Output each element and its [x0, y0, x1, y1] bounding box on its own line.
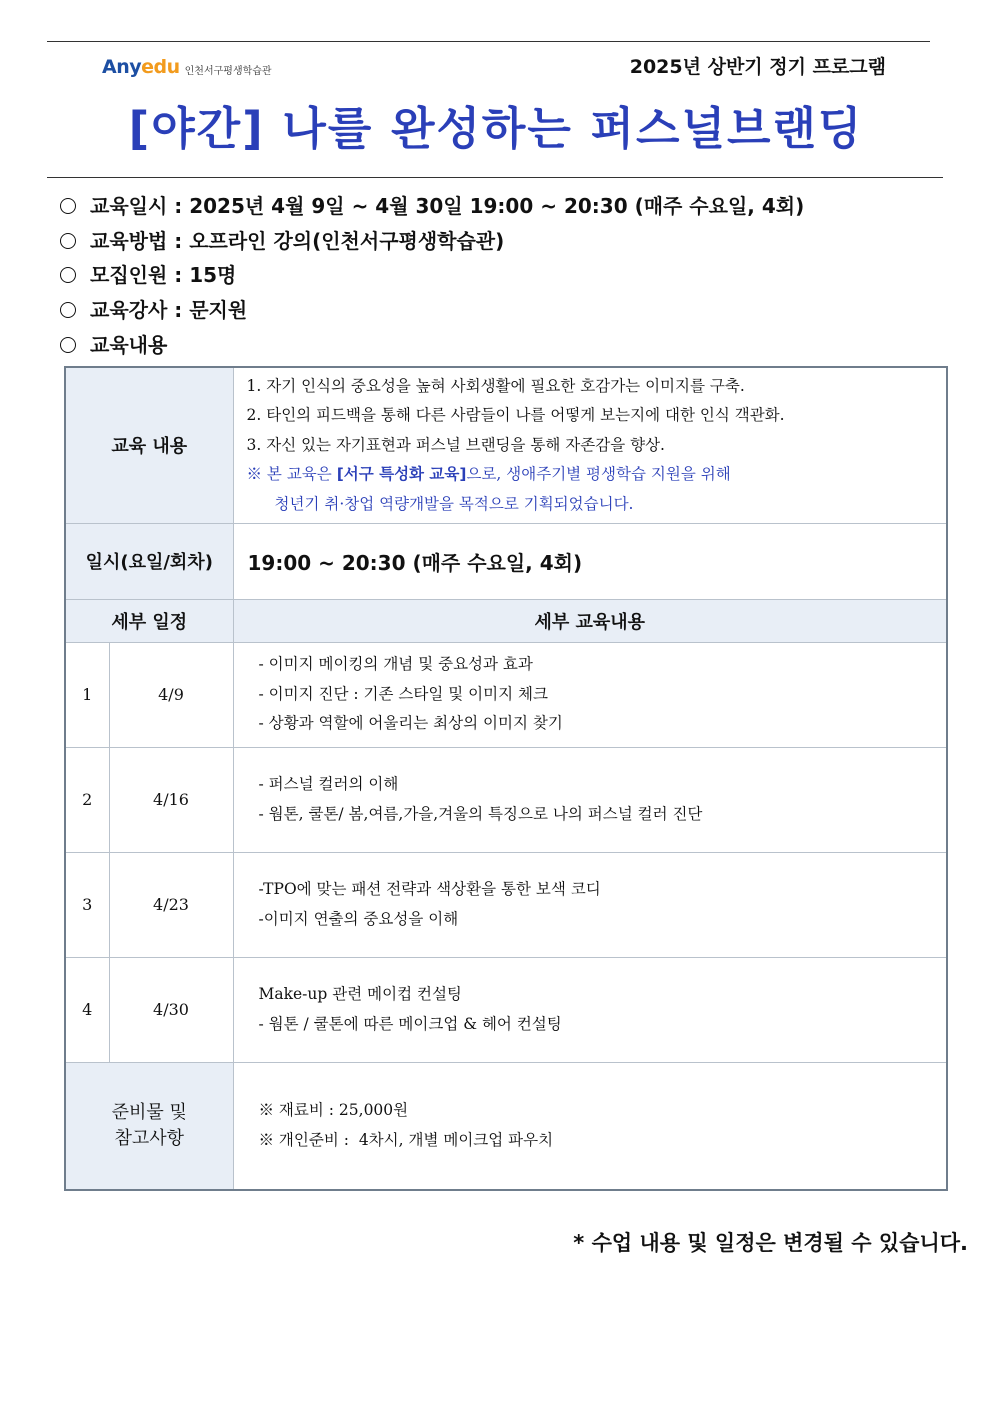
schedule-header-row — [65, 599, 947, 642]
session-date: 4/30 — [109, 957, 233, 1062]
detail-line: -이미지 연출의 중요성을 이해 — [258, 909, 459, 928]
top-rule — [47, 41, 930, 42]
session-number: 3 — [65, 852, 109, 957]
prep-row — [65, 1062, 947, 1190]
circle-icon — [60, 233, 76, 249]
session-row — [65, 642, 947, 747]
anyedu-logo — [102, 47, 272, 87]
detail-line: - 웜톤, 쿨톤/ 봄,여름,가을,겨울의 특징으로 나의 퍼스널 컬러 진단 — [258, 804, 703, 823]
content-row — [65, 367, 947, 523]
detail-line: - 퍼스널 컬러의 이해 — [258, 775, 399, 793]
session-date: 4/9 — [109, 642, 233, 747]
session-number: 4 — [65, 957, 109, 1062]
detail-line: - 이미지 메이킹의 개념 및 중요성과 효과 — [258, 655, 533, 674]
session-row — [65, 957, 947, 1062]
content-line: 2. 타인의 피드백을 통해 다른 사람들이 나를 어떻게 보는지에 대한 인식 객관화. — [246, 406, 785, 424]
circle-icon — [60, 267, 76, 283]
special-note-line2: 청년기 취·창업 역량개발을 목적으로 기획되었습니다. — [274, 494, 634, 513]
circle-icon — [60, 337, 76, 353]
detail-line: - 웜톤 / 쿨톤에 따른 메이크업 & 헤어 컨설팅 — [258, 1014, 562, 1033]
schedule-header: 세부 일정 — [65, 599, 233, 642]
info-date: 교육일시 : 2025년 4월 9일 ~ 4월 30일 19:00 ~ 20:30 (매주 수요일, 4회) — [60, 190, 804, 219]
info-instructor: 교육강사 : 문지원 — [60, 294, 247, 323]
circle-icon — [60, 198, 76, 214]
footer-note: * 수업 내용 및 일정은 변경될 수 있습니다. — [573, 1231, 968, 1255]
logo-sub: 인천서구평생학습관 — [184, 65, 272, 77]
prep-header-line2: 참고사항 — [114, 1127, 185, 1149]
prep-line: ※ 재료비 : 25,000원 — [258, 1101, 409, 1120]
detail-line: Make-up 관련 메이컵 컨설팅 — [258, 985, 462, 1003]
session-date: 4/16 — [109, 747, 233, 852]
detail-line: -TPO에 맞는 패션 전략과 색상환을 통한 보색 코디 — [258, 880, 601, 898]
session-row — [65, 852, 947, 957]
course-table — [64, 366, 948, 1191]
program-label: 2025년 상반기 정기 프로그램 — [629, 56, 886, 78]
time-row — [65, 523, 947, 599]
detail-line: - 이미지 진단 : 기존 스타일 및 이미지 체크 — [258, 684, 548, 703]
prep-header-line1: 준비물 및 — [111, 1101, 187, 1123]
session-row — [65, 747, 947, 852]
session-detail — [233, 642, 947, 747]
special-note: ※ 본 교육은 [서구 특성화 교육]으로, 생애주기별 평생학습 지원을 위해 — [246, 465, 731, 483]
content-header: 교육 내용 — [65, 367, 233, 523]
session-number: 1 — [65, 642, 109, 747]
content-cell — [233, 367, 947, 523]
title-rule — [47, 177, 943, 178]
session-detail — [233, 957, 947, 1062]
session-number: 2 — [65, 747, 109, 852]
session-detail — [233, 852, 947, 957]
prep-header — [65, 1062, 233, 1190]
session-detail — [233, 747, 947, 852]
info-method: 교육방법 : 오프라인 강의(인천서구평생학습관) — [60, 225, 504, 254]
logo-mark: Anyedu — [102, 56, 180, 78]
page-title: [야간] 나를 완성하는 퍼스널브랜딩 — [128, 102, 864, 155]
prep-detail — [233, 1062, 947, 1190]
circle-icon — [60, 302, 76, 318]
content-line: 3. 자신 있는 자기표현과 퍼스널 브랜딩을 통해 자존감을 향상. — [246, 435, 665, 454]
session-date: 4/23 — [109, 852, 233, 957]
time-value: 19:00 ~ 20:30 (매주 수요일, 4회) — [233, 523, 947, 599]
info-content: 교육내용 — [60, 329, 167, 358]
prep-line: ※ 개인준비 : 4차시, 개별 메이크업 파우치 — [258, 1130, 554, 1149]
info-capacity: 모집인원 : 15명 — [60, 259, 236, 288]
detail-line: - 상황과 역할에 어울리는 최상의 이미지 찾기 — [258, 714, 563, 733]
time-header: 일시(요일/회차) — [65, 523, 233, 599]
detail-header: 세부 교육내용 — [233, 599, 947, 642]
content-line: 1. 자기 인식의 중요성을 높혀 사회생활에 필요한 호감가는 이미지를 구축. — [246, 376, 745, 395]
